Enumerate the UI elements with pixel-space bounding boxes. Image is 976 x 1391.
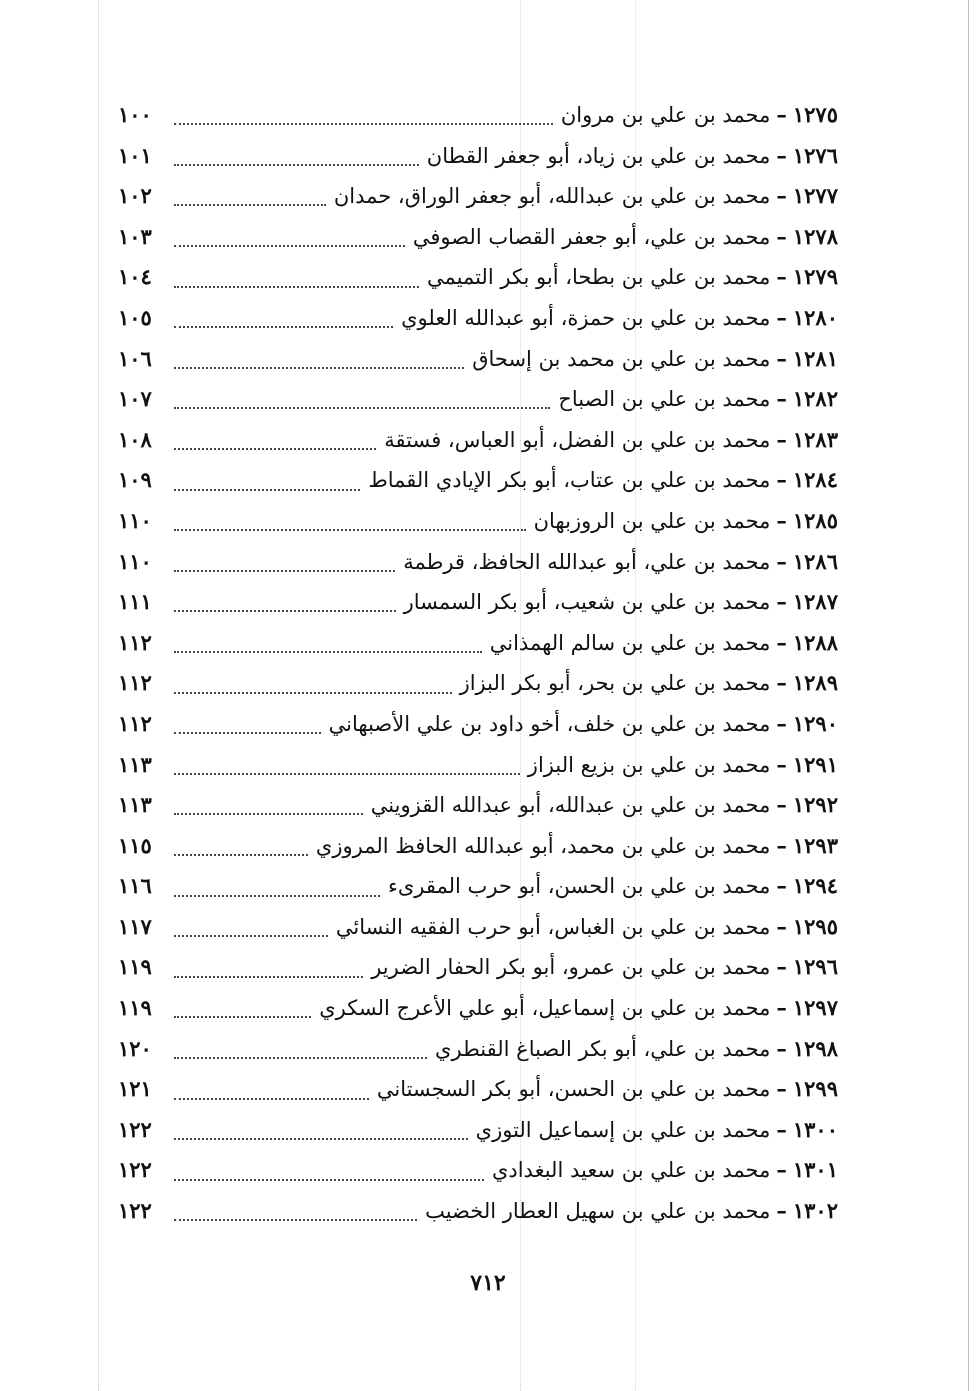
dot-leader (174, 489, 360, 491)
toc-entry (118, 379, 838, 420)
entry-title: محمد بن علي بن محمد بن إسحاق (472, 346, 771, 371)
dot-leader (174, 286, 419, 288)
entry-title: محمد بن علي بن خلف، أخو داود بن علي الأصبهاني (328, 711, 771, 736)
entry-separator: – (776, 507, 787, 533)
entry-separator: – (776, 1035, 787, 1061)
dot-leader (174, 732, 321, 734)
entry-separator: – (776, 386, 787, 412)
entry-title: محمد بن علي، أبو جعفر القصاب الصوفي (412, 224, 771, 249)
entry-number: ١٢٩٥ (792, 913, 838, 939)
toc-entry (118, 745, 838, 786)
entry-number: ١٢٩٣ (792, 832, 838, 858)
entry-title: محمد بن علي بن الحسن، أبو حرب المقرىء (387, 874, 771, 899)
entry-number: ١٢٩٧ (792, 995, 838, 1021)
toc-entry (118, 826, 838, 867)
entry-title: محمد بن علي بن إسماعيل التوزي (475, 1117, 771, 1142)
dot-leader (174, 692, 452, 694)
entry-number: ١٣٠١ (792, 1157, 838, 1183)
entry-number: ١٢٨٩ (792, 670, 838, 696)
entry-number: ١٢٩٦ (792, 954, 838, 980)
entry-page-number: ١٠١ (118, 142, 152, 168)
dot-leader (174, 448, 376, 450)
dot-leader (174, 1219, 417, 1221)
table-of-contents (118, 95, 838, 1232)
entry-page-number: ١٠٨ (118, 426, 152, 452)
dot-leader (174, 570, 395, 572)
entry-page-number: ١٢٢ (118, 1116, 152, 1142)
entry-title: محمد بن علي بن الغباس، أبو حرب الفقيه النسائي (335, 914, 771, 939)
entry-page-number: ١٠٦ (118, 345, 152, 371)
entry-title: محمد بن علي بن بحر، أبو بكر البزاز (459, 671, 771, 696)
toc-entry (118, 95, 838, 136)
toc-entry (118, 217, 838, 258)
entry-number: ١٢٧٥ (792, 102, 838, 127)
entry-page-number: ١٢٢ (118, 1198, 152, 1224)
entry-title: محمد بن علي بن عتاب، أبو بكر الإيادي القماط (368, 468, 771, 493)
dot-leader (174, 1098, 369, 1100)
toc-entry (118, 1069, 838, 1110)
toc-entry (118, 1110, 838, 1151)
entry-page-number: ١٠٤ (118, 264, 152, 290)
entry-title: محمد بن علي بن حمزة، أبو عبدالله العلوي (401, 305, 771, 330)
entry-page-number: ١١٧ (118, 913, 152, 939)
entry-number: ١٢٩٤ (792, 873, 838, 899)
entry-separator: – (776, 832, 787, 858)
entry-separator: – (776, 264, 787, 290)
toc-entry (118, 663, 838, 704)
dot-leader (174, 895, 380, 897)
entry-separator: – (776, 792, 787, 818)
scan-artifact-line (968, 0, 969, 1391)
toc-entry (118, 136, 838, 177)
entry-number: ١٣٠٠ (792, 1116, 838, 1142)
entry-page-number: ١١٣ (118, 751, 152, 777)
entry-separator: – (776, 142, 787, 168)
entry-separator: – (776, 670, 787, 696)
entry-title: محمد بن علي بن محمد، أبو عبدالله الحافظ المروزي (315, 833, 771, 858)
entry-page-number: ١٠٥ (118, 304, 152, 330)
entry-number: ١٢٩١ (792, 751, 838, 777)
scan-artifact-line (98, 0, 99, 1391)
entry-separator: – (776, 710, 787, 736)
entry-title: محمد بن علي بن سالم الهمذاني (489, 630, 771, 655)
toc-entry (118, 501, 838, 542)
dot-leader (174, 1138, 468, 1140)
entry-separator: – (776, 304, 787, 330)
toc-entry (118, 947, 838, 988)
entry-title: محمد بن علي بن سعيد البغدادي (491, 1158, 771, 1183)
dot-leader (174, 1016, 311, 1018)
entry-separator: – (776, 629, 787, 655)
entry-number: ١٢٨٦ (792, 548, 838, 574)
entry-number: ١٢٨٠ (792, 304, 838, 330)
toc-entry (118, 542, 838, 583)
entry-page-number: ١١١ (118, 589, 152, 615)
dot-leader (174, 367, 464, 369)
entry-page-number: ١١٠ (118, 507, 152, 533)
entry-separator: – (776, 1116, 787, 1142)
entry-number: ١٢٧٩ (792, 264, 838, 290)
entry-separator: – (776, 426, 787, 452)
entry-separator: – (776, 102, 787, 127)
toc-entry (118, 866, 838, 907)
entry-page-number: ١١٩ (118, 995, 152, 1021)
entry-number: ١٢٨١ (792, 345, 838, 371)
toc-entry (118, 1150, 838, 1191)
toc-entry (118, 460, 838, 501)
entry-number: ١٢٩٢ (792, 792, 838, 818)
entry-title: محمد بن علي بن الفضل، أبو العباس، فستقة (384, 427, 771, 452)
entry-title: محمد بن علي بن سهيل العطار الخضيب (425, 1199, 771, 1224)
entry-title: محمد بن علي بن عبدالله، أبو جعفر الوراق، حمدان (333, 184, 771, 209)
toc-entry (118, 907, 838, 948)
dot-leader (174, 813, 363, 815)
entry-page-number: ١١٦ (118, 873, 152, 899)
entry-number: ١٢٨٢ (792, 386, 838, 412)
toc-entry (118, 704, 838, 745)
entry-number: ١٢٨٤ (792, 467, 838, 493)
toc-entry (118, 785, 838, 826)
entry-title: محمد بن علي بن شعيب، أبو بكر السمسار (403, 590, 771, 615)
entry-title: محمد بن علي بن الحسن، أبو بكر السجستاني (376, 1077, 771, 1102)
entry-number: ١٢٨٥ (792, 507, 838, 533)
dot-leader (174, 529, 526, 531)
entry-separator: – (776, 913, 787, 939)
toc-entry (118, 623, 838, 664)
entry-separator: – (776, 995, 787, 1021)
toc-entry (118, 1029, 838, 1070)
toc-entry (118, 339, 838, 380)
dot-leader (174, 976, 363, 978)
entry-separator: – (776, 1198, 787, 1224)
toc-entry (118, 1191, 838, 1232)
entry-separator: – (776, 223, 787, 249)
entry-title: محمد بن علي، أبو بكر الصباغ القنطري (435, 1036, 771, 1061)
entry-page-number: ١١٢ (118, 710, 152, 736)
entry-page-number: ١١٠ (118, 548, 152, 574)
entry-page-number: ١٠٣ (118, 223, 152, 249)
dot-leader (174, 1057, 427, 1059)
entry-number: ١٢٨٧ (792, 589, 838, 615)
entry-separator: – (776, 345, 787, 371)
entry-page-number: ١٢٠ (118, 1035, 152, 1061)
dot-leader (174, 935, 328, 937)
toc-entry (118, 420, 838, 461)
entry-number: ١٢٧٨ (792, 223, 838, 249)
toc-entry (118, 176, 838, 217)
toc-entry (118, 988, 838, 1029)
entry-title: محمد بن علي بن مروان (560, 103, 771, 127)
entry-title: محمد بن علي بن عمرو، أبو بكر الحفار الضرير (371, 955, 771, 980)
entry-page-number: ١١٣ (118, 792, 152, 818)
toc-entry (118, 257, 838, 298)
entry-page-number: ١١٩ (118, 954, 152, 980)
entry-page-number: ١١٥ (118, 832, 152, 858)
entry-number: ١٢٩٩ (792, 1076, 838, 1102)
entry-number: ١٢٩٠ (792, 710, 838, 736)
entry-separator: – (776, 1157, 787, 1183)
dot-leader (174, 326, 393, 328)
toc-entry (118, 298, 838, 339)
entry-title: محمد بن علي بن الروزبهان (533, 508, 771, 533)
entry-number: ١٢٧٧ (792, 183, 838, 209)
entry-separator: – (776, 873, 787, 899)
dot-leader (174, 123, 553, 125)
entry-separator: – (776, 751, 787, 777)
entry-title: محمد بن علي بن إسماعيل، أبو علي الأعرج السكري (319, 996, 771, 1021)
entry-number: ١٢٨٣ (792, 426, 838, 452)
dot-leader (174, 407, 550, 409)
entry-page-number: ١٢٢ (118, 1157, 152, 1183)
entry-separator: – (776, 954, 787, 980)
page-number: ٧١٢ (470, 1270, 506, 1296)
entry-page-number: ١٠٧ (118, 386, 152, 412)
dot-leader (174, 1179, 484, 1181)
entry-separator: – (776, 589, 787, 615)
entry-separator: – (776, 467, 787, 493)
entry-separator: – (776, 1076, 787, 1102)
entry-number: ١٢٩٨ (792, 1035, 838, 1061)
entry-title: محمد بن علي بن عبدالله، أبو عبدالله القزويني (370, 793, 771, 818)
entry-number: ١٢٧٦ (792, 142, 838, 168)
entry-title: محمد بن علي بن الصباح (558, 387, 771, 412)
entry-page-number: ١٠٢ (118, 183, 152, 209)
entry-title: محمد بن علي بن بزيع البزاز (527, 752, 771, 777)
entry-separator: – (776, 183, 787, 209)
dot-leader (174, 773, 520, 775)
dot-leader (174, 164, 419, 166)
entry-page-number: ١١٢ (118, 670, 152, 696)
dot-leader (174, 245, 405, 247)
entry-title: محمد بن علي بن بطحا، أبو بكر التميمي (426, 265, 771, 290)
dot-leader (174, 854, 308, 856)
entry-title: محمد بن علي، أبو عبدالله الحافظ، قرطمة (403, 549, 771, 574)
dot-leader (174, 610, 396, 612)
entry-separator: – (776, 548, 787, 574)
entry-page-number: ١٢١ (118, 1076, 152, 1102)
entry-page-number: ١١٢ (118, 629, 152, 655)
entry-page-number: ١٠٠ (118, 102, 152, 127)
entry-title: محمد بن علي بن زياد، أبو جعفر القطان (426, 143, 771, 168)
toc-entry (118, 582, 838, 623)
entry-number: ١٣٠٢ (792, 1198, 838, 1224)
dot-leader (174, 651, 482, 653)
entry-page-number: ١٠٩ (118, 467, 152, 493)
dot-leader (174, 204, 326, 206)
entry-number: ١٢٨٨ (792, 629, 838, 655)
